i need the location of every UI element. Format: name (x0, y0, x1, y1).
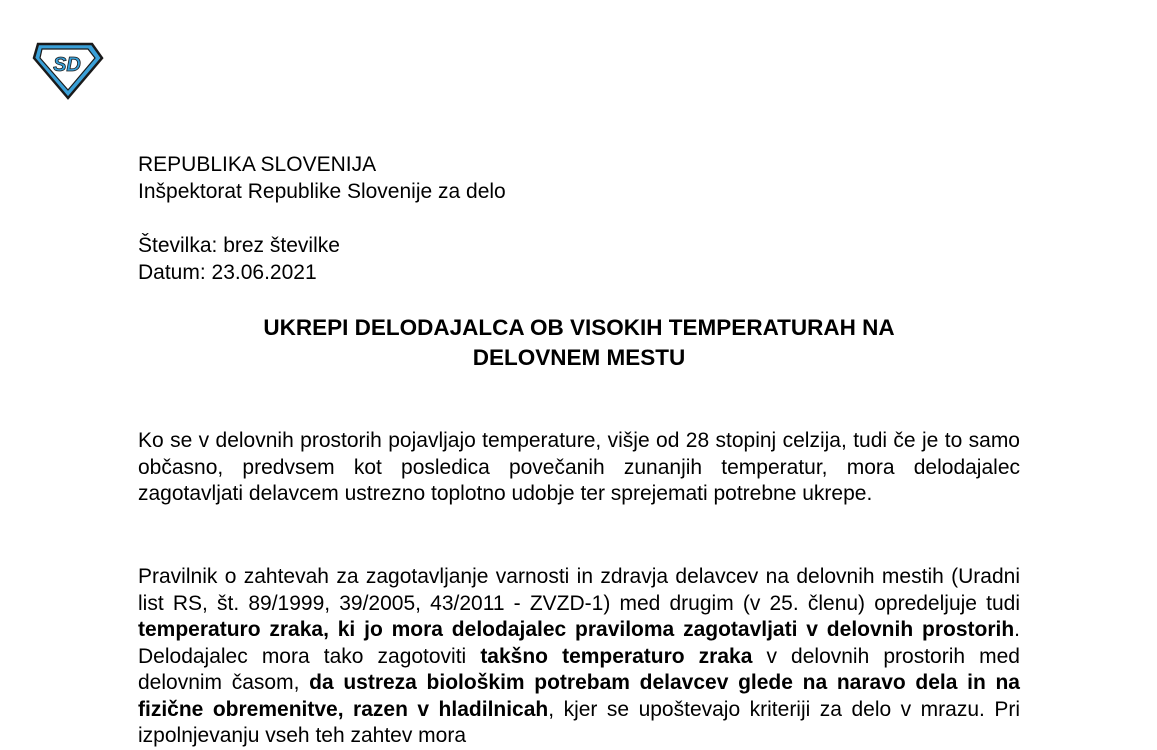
document-number: Številka: brez številke (138, 234, 340, 257)
paragraph-2-text-1: Pravilnik o zahtevah za zagotavljanje varnosti in zdravja delavcev na delovnih mestih (Uradni list RS, št. 89/1999, 39/2005, 43/2011 - ZVZD-1) med drugim (v 25. členu) opredeljuje tudi (138, 565, 1020, 615)
title-line-1: UKREPI DELODAJALCA OB VISOKIH TEMPERATURAH NA (263, 315, 895, 340)
paragraph-2-text-2: . Delodajalec mora tako zagotoviti (138, 618, 1020, 668)
issuer-country: REPUBLIKA SLOVENIJA (138, 153, 377, 176)
paragraph-1: Ko se v delovnih prostorih pojavljajo temperature, višje od 28 stopinj celzija, tudi če je to samo občasno, predvsem kot posledica povečanih zunanjih temperatur, mora delodajalec zagotavljati delavcem ustrezno toplotno udobje ter sprejemati potrebne ukrepe. (138, 429, 1020, 505)
document-title (138, 313, 1020, 373)
svg-text:SD: SD (53, 54, 81, 76)
document-meta (138, 232, 340, 286)
paragraph-2-bold-3: da ustreza biološkim potrebam delavcev glede na naravo dela in na fizične obremenitve, razen v hladilnicah (138, 671, 1020, 721)
paragraph-2-text-3: v delovnih prostorih med delovnim časom, (138, 644, 1020, 694)
paragraph-2 (138, 564, 1020, 750)
sd-logo (30, 40, 106, 100)
document-date: Datum: 23.06.2021 (138, 261, 317, 284)
paragraph-2-bold-1: temperaturo zraka, ki jo mora delodajalec praviloma zagotavljati v delovnih prostorih (138, 618, 1015, 641)
paragraph-2-bold-2: takšno temperaturo zraka (480, 644, 753, 668)
paragraph-2-text-4: , kjer se upoštevajo kriteriji za delo v mrazu. Pri izpolnjevanju vseh teh zahtev mora (138, 697, 1020, 747)
issuer-header (138, 151, 506, 205)
issuer-authority: Inšpektorat Republike Slovenije za delo (138, 180, 506, 203)
title-line-2: DELOVNEM MESTU (472, 345, 686, 370)
